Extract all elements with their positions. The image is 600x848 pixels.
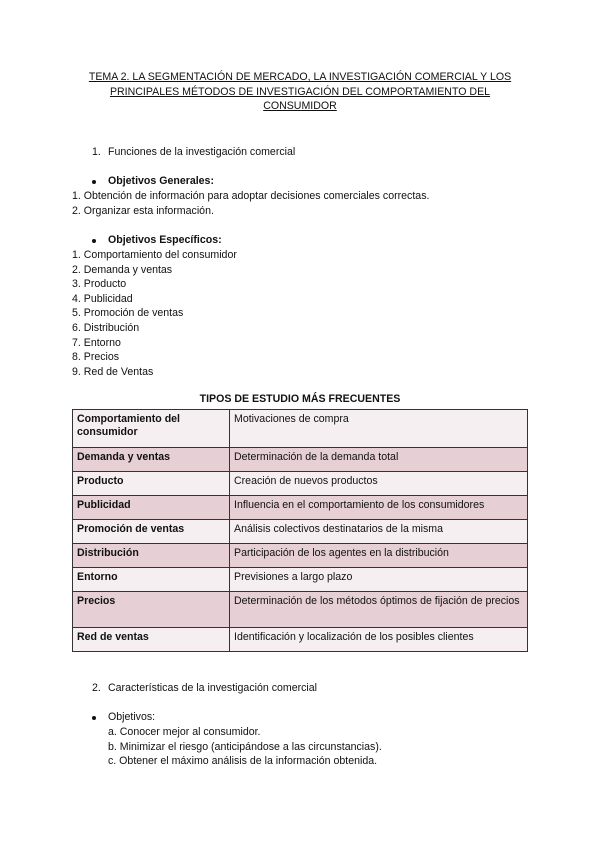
table-title: TIPOS DE ESTUDIO MÁS FRECUENTES: [199, 393, 401, 405]
title-line: PRINCIPALES MÉTODOS DE INVESTIGACIÓN DEL COMPORTAMIENTO DEL: [109, 85, 491, 98]
objetivos-generales-list: [72, 189, 429, 218]
table-cell-area: Entorno: [73, 568, 230, 592]
objetivos-especificos-label: Objetivos Específicos:: [108, 234, 222, 246]
document-title: [68, 70, 532, 114]
table-cell-area: Precios: [73, 592, 230, 628]
list-item: 7. Entorno: [72, 336, 121, 349]
table-cell-estudio: Análisis colectivos destinatarios de la misma: [230, 520, 528, 544]
list-item: 4. Publicidad: [72, 292, 133, 305]
table-cell-estudio: Participación de los agentes en la distribución: [230, 544, 528, 568]
table-cell-estudio: Determinación de los métodos óptimos de fijación de precios: [230, 592, 528, 628]
table-row: [73, 544, 528, 568]
table-cell-estudio: Previsiones a largo plazo: [230, 568, 528, 592]
objetivos-generales-label: Objetivos Generales:: [108, 175, 214, 187]
tipos-estudio-table: [72, 409, 528, 652]
title-line: CONSUMIDOR: [263, 100, 337, 112]
table-row: [73, 520, 528, 544]
list-item: 5. Promoción de ventas: [72, 307, 184, 320]
table-row: [73, 472, 528, 496]
section-heading: Funciones de la investigación comercial: [108, 146, 296, 158]
table-cell-area: Distribución: [73, 544, 230, 568]
section-number: 2.: [92, 682, 101, 694]
table-cell-estudio: Identificación y localización de los posibles clientes: [230, 628, 528, 652]
list-item: 2. Demanda y ventas: [72, 263, 173, 276]
list-item: b. Minimizar el riesgo (anticipándose a las circunstancias).: [108, 740, 382, 753]
bullet-icon: [92, 716, 96, 720]
list-item: 1. Comportamiento del consumidor: [72, 249, 237, 261]
objetivos-list: [108, 725, 382, 769]
list-item: 9. Red de Ventas: [72, 365, 154, 378]
table-cell-area: Producto: [73, 472, 230, 496]
table-row: [73, 628, 528, 652]
table-cell-estudio: Creación de nuevos productos: [230, 472, 528, 496]
table-row: [73, 496, 528, 520]
section-heading: Características de la investigación comercial: [108, 682, 318, 694]
list-item: 2. Organizar esta información.: [72, 204, 214, 217]
table-cell-area: Comportamiento del consumidor: [73, 410, 230, 448]
table-cell-area: Demanda y ventas: [73, 448, 230, 472]
table-cell-area: Publicidad: [73, 496, 230, 520]
table-row: [73, 568, 528, 592]
title-line: TEMA 2. LA SEGMENTACIÓN DE MERCADO, LA INVESTIGACIÓN COMERCIAL Y LOS: [88, 71, 512, 83]
list-item: 3. Producto: [72, 278, 127, 291]
table-cell-estudio: Determinación de la demanda total: [230, 448, 528, 472]
list-item: 8. Precios: [72, 351, 120, 364]
list-item: c. Obtener el máximo análisis de la información obtenida.: [108, 755, 378, 768]
list-item: 1. Obtención de información para adoptar decisiones comerciales correctas.: [72, 190, 430, 202]
table-row: [73, 592, 528, 628]
bullet-icon: [92, 180, 96, 184]
list-item: 6. Distribución: [72, 321, 140, 334]
table-cell-estudio: Influencia en el comportamiento de los consumidores: [230, 496, 528, 520]
table-cell-estudio: Motivaciones de compra: [230, 410, 528, 448]
table-row: [73, 448, 528, 472]
table-row: [73, 410, 528, 448]
table-cell-area: Promoción de ventas: [73, 520, 230, 544]
objetivos-label: Objetivos:: [108, 711, 156, 723]
table-cell-area: Red de ventas: [73, 628, 230, 652]
section-number: 1.: [92, 146, 101, 158]
bullet-icon: [92, 239, 96, 243]
list-item: a. Conocer mejor al consumidor.: [108, 726, 261, 738]
objetivos-especificos-list: [72, 248, 237, 379]
